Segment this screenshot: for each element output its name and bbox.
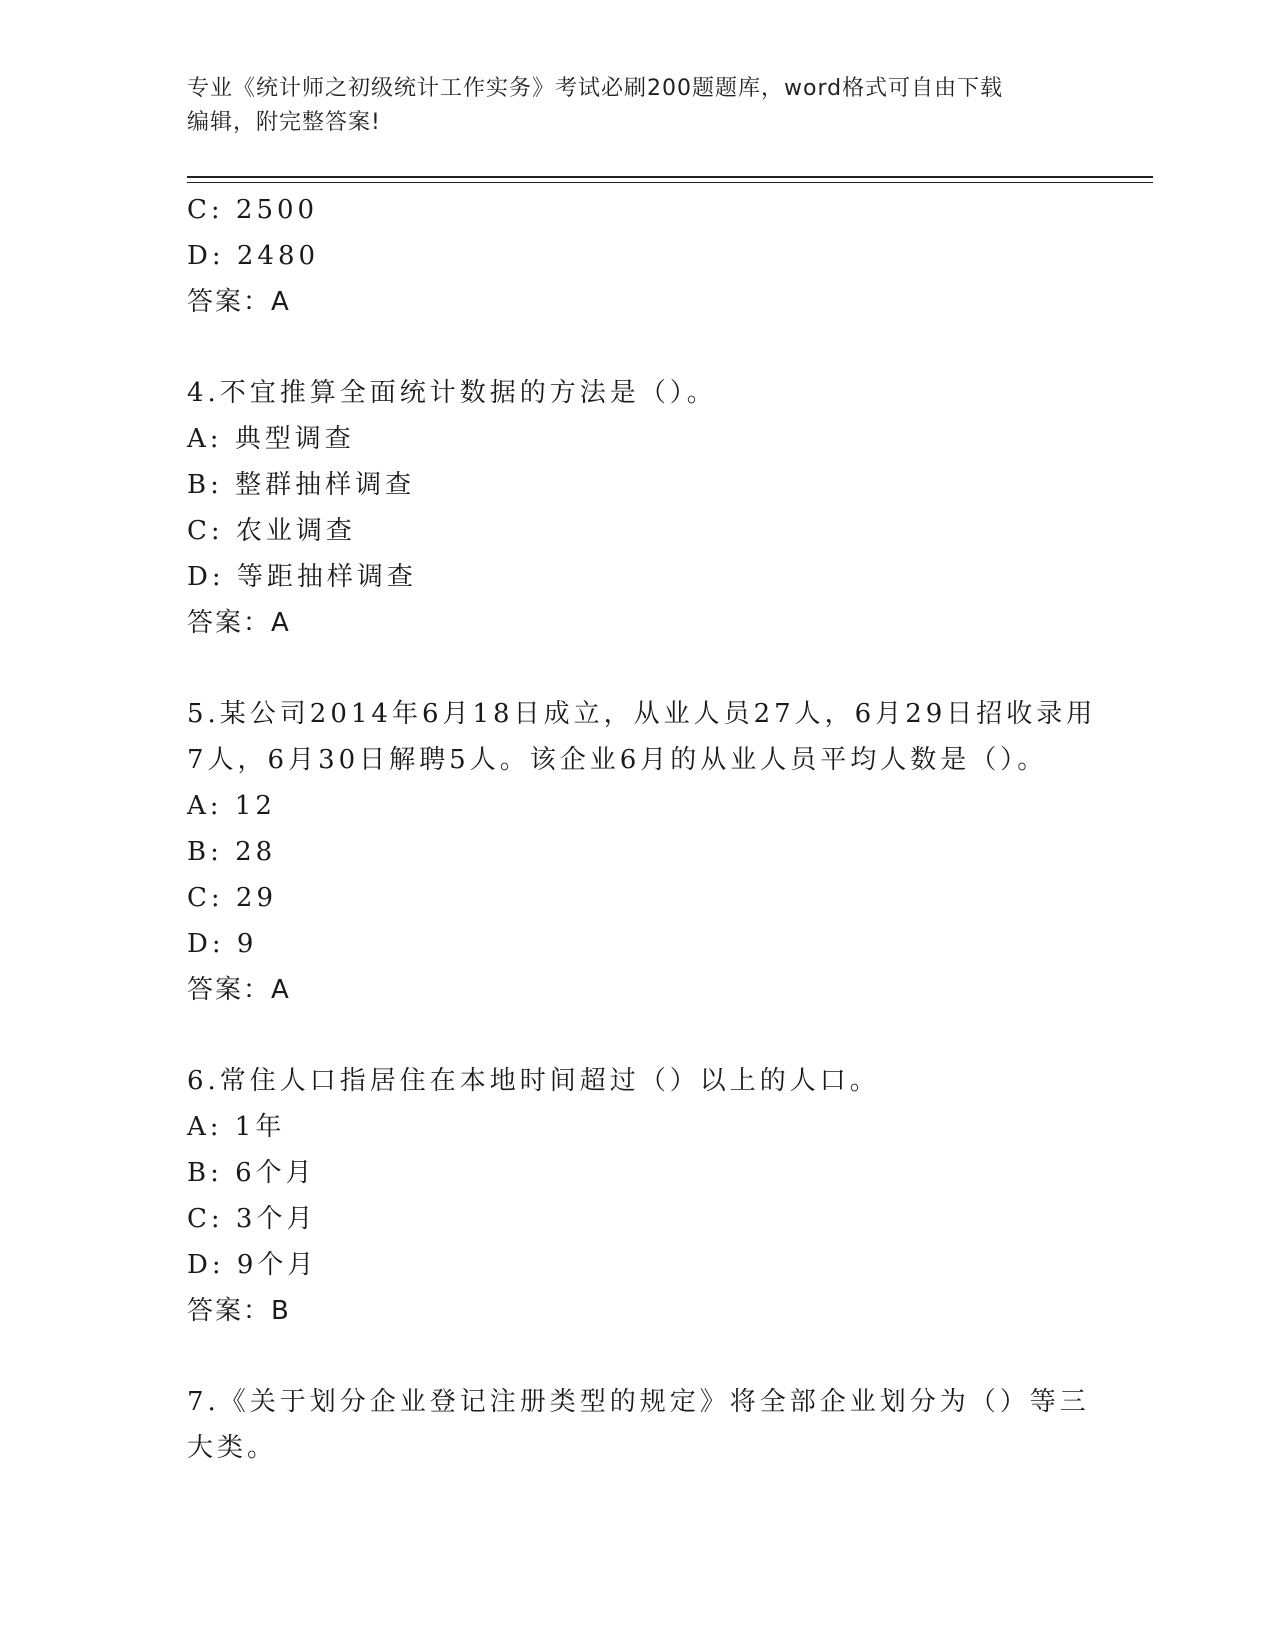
question-4-block: [187, 370, 1087, 646]
spacer: [187, 1334, 1087, 1379]
question-text-line-1: 5.某公司2014年6月18日成立，从业人员27人，6月29日招收录用: [187, 699, 1097, 729]
question-text-line-2: 大类。: [187, 1433, 278, 1463]
question-text: 6.常住人口指居住在本地时间超过（）以上的人口。: [187, 1066, 880, 1096]
option-b: B: 6个月: [187, 1158, 316, 1188]
spacer: [187, 325, 1087, 370]
header-line-2: 编辑，附完整答案!: [187, 110, 381, 135]
option-c: C: 29: [187, 883, 278, 913]
option-a: A: 典型调查: [187, 424, 355, 454]
spacer: [187, 646, 1087, 691]
option-c: C: 农业调查: [187, 516, 356, 546]
option-d: D: 等距抽样调查: [187, 562, 417, 592]
option-c: C: 3个月: [187, 1204, 317, 1234]
question-6-block: [187, 1058, 1087, 1334]
option-c: C: 2500: [187, 195, 319, 225]
question-text-line-1: 7.《关于划分企业登记注册类型的规定》将全部企业划分为（）等三: [187, 1387, 1090, 1417]
document-body: [187, 187, 1097, 1471]
question-text-line-2: 7人，6月30日解聘5人。该企业6月的从业人员平均人数是（）。: [187, 745, 1048, 775]
header-line-1: 专业《统计师之初级统计工作实务》考试必刷200题题库，word格式可自由下载: [187, 76, 1004, 101]
header-divider-thick: [187, 176, 1153, 178]
option-d: D: 9个月: [187, 1250, 318, 1280]
option-b: B: 28: [187, 837, 277, 867]
answer-line: 答案：B: [187, 1296, 291, 1326]
option-a: A: 12: [187, 791, 276, 821]
header-divider-thin: [187, 182, 1153, 183]
option-d: D: 2480: [187, 241, 320, 271]
question-3-block: [187, 187, 1087, 325]
option-b: B: 整群抽样调查: [187, 470, 416, 500]
question-7-block: [187, 1379, 1090, 1471]
question-text: 4.不宜推算全面统计数据的方法是（）。: [187, 378, 717, 408]
option-d: D: 9: [187, 929, 258, 959]
page-header: [187, 72, 1067, 140]
question-5-block: [187, 691, 1097, 1013]
option-a: A: 1年: [187, 1112, 286, 1142]
answer-line: 答案：A: [187, 287, 291, 317]
spacer: [187, 1013, 1087, 1058]
answer-line: 答案：A: [187, 975, 291, 1005]
answer-line: 答案：A: [187, 608, 291, 638]
